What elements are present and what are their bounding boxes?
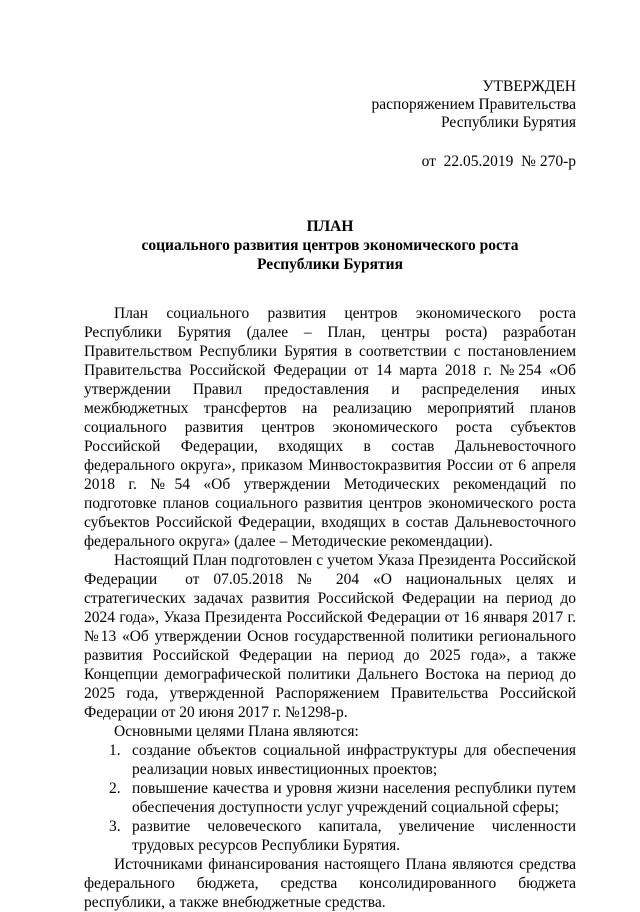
goals-list <box>84 741 576 855</box>
approval-heading: УТВЕРЖДЕН <box>482 78 576 95</box>
list-item <box>84 741 576 779</box>
list-item-number: 1. <box>109 742 121 759</box>
document-body <box>84 304 580 912</box>
title-line-2: социального развития центров экономического роста <box>141 237 519 254</box>
list-item-number: 3. <box>109 818 121 835</box>
paragraph-funding: Источниками финансирования настоящего Плана являются средства федерального бюджета, средства консолидированного бюджета республики, а также внебюджетные средства. <box>84 856 576 911</box>
approval-region: Республики Бурятия <box>441 114 576 131</box>
approval-date-number: от 22.05.2019 № 270-р <box>421 153 576 170</box>
list-item <box>84 817 576 855</box>
list-item-text: создание объектов социальной инфраструктуры для обеспечения реализации новых инвестиционных проектов; <box>132 742 576 778</box>
paragraph-intro: План социального развития центров экономического роста Республики Бурятия (далее – План, центры роста) разработан Правительством Республики Бурятия в соответствии с постановлением Правительства Российской Федерации от 14 марта 2018 г. №254 «Об утверждении Правил предоставления и распределения иных межбюджетных трансфертов на реализацию мероприятий планов социального развития центров экономического роста субъектов Российской Федерации, входящих в состав Дальневосточного федерального округа», приказом Минвостокразвития России от 6 апреля 2018 г. №54 «Об утверждении Методических рекомендаций по подготовке планов социального развития центров экономического роста субъектов Российской Федерации, входящих в состав Дальневосточного федерального округа» (далее – Методические рекомендации). <box>84 305 576 550</box>
document-title <box>84 217 576 274</box>
list-item-text: развитие человеческого капитала, увеличение численности трудовых ресурсов Республики Бурятия. <box>132 818 576 854</box>
list-item-text: повышение качества и уровня жизни населения республики путем обеспечения доступности услуг учреждений социальной сферы; <box>132 780 576 816</box>
title-line-1: ПЛАН <box>306 218 354 235</box>
list-item-number: 2. <box>109 780 121 797</box>
approval-stamp <box>84 78 576 171</box>
approval-authority: распоряжением Правительства <box>371 96 576 113</box>
paragraph-basis: Настоящий План подготовлен с учетом Указа Президента Российской Федерации от 07.05.2018 № 204 «О национальных целях и стратегических задачах развития Российской Федерации на период до 2024 года», Указа Президента Российской Федерации от 16 января 2017 г. №13 «Об утверждении Основ государственной политики регионального развития Российской Федерации на период до 2025 года», а также Концепции демографической политики Дальнего Востока на период до 2025 года, утвержденной Распоряжением Правительства Российской Федерации от 20 июня 2017 г. №1298-р. <box>84 552 580 721</box>
paragraph-goals-lead: Основными целями Плана являются: <box>114 723 359 740</box>
title-line-3: Республики Бурятия <box>257 256 403 273</box>
list-item <box>84 779 576 817</box>
